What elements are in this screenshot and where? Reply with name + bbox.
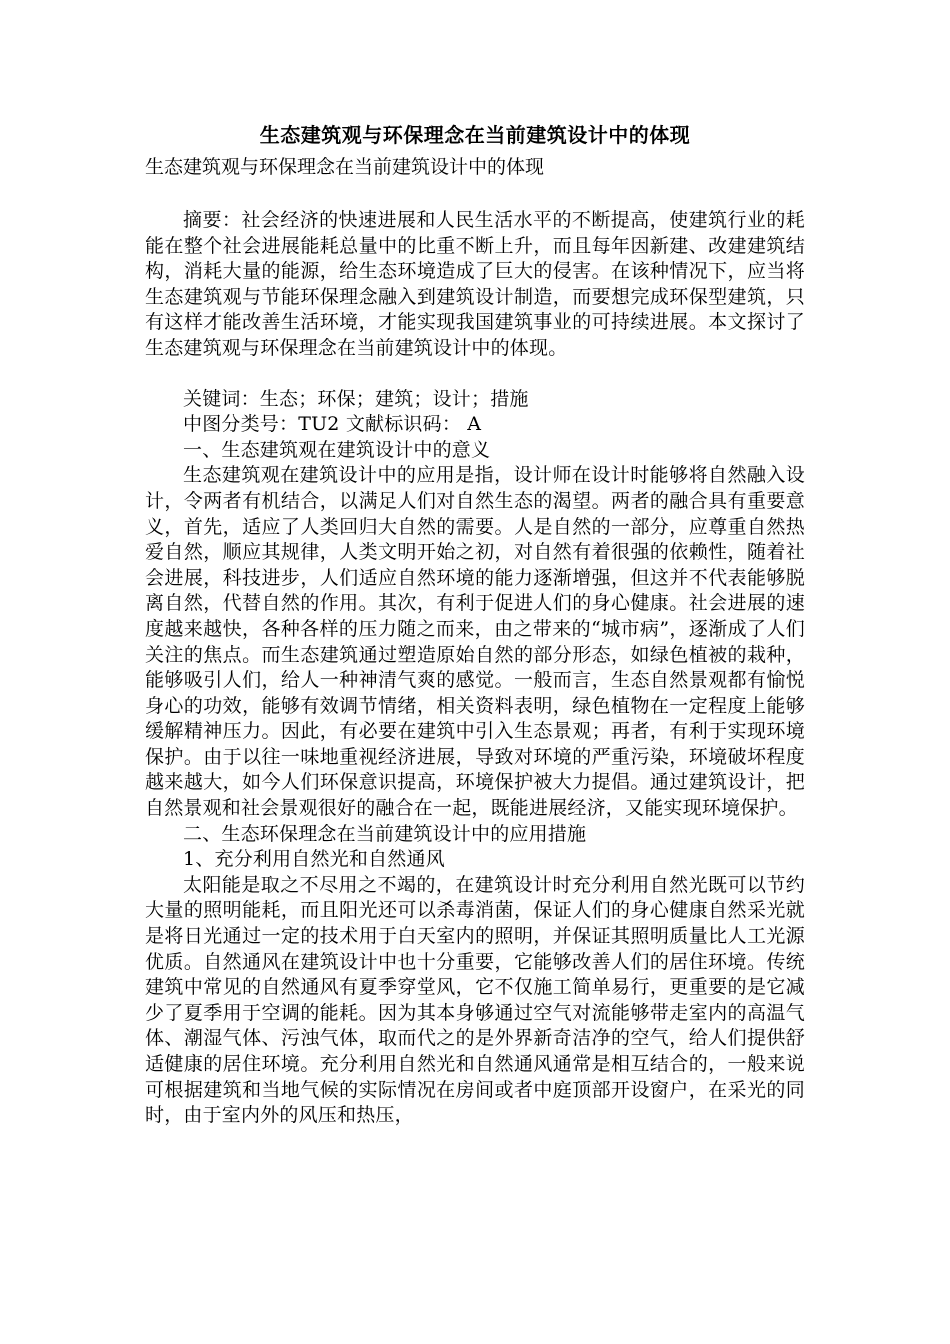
classification-line: 中图分类号：TU2 文献标识码： A xyxy=(183,413,482,436)
document-title: 生态建筑观与环保理念在当前建筑设计中的体现 xyxy=(259,123,691,147)
keywords-line: 关键词：生态；环保；建筑；设计；措施 xyxy=(183,387,529,410)
subsection-1-body: 太阳能是取之不尽用之不竭的，在建筑设计时充分利用自然光既可以节约大量的照明能耗，而且阳光还可以杀毒消菌，保证人们的身心健康自然采光就是将日光通过一定的技术用于白天室内的照明，并保证其照明质量比人工光源优质。自然通风在建筑设计中也十分重要，它能够改善人们的居住环境。传统建筑中常见的自然通风有夏季穿堂风，它不仅施工简单易行，更重要的是它减少了夏季用于空调的能耗。因为其本身够通过空气对流能够带走室内的高温气体、潮湿气体、污浊气体，取而代之的是外界新奇洁净的空气，给人们提供舒适健康的居住环境。充分利用自然光和自然通风通常是相互结合的，一般来说可根据建筑和当地气候的实际情况在房间或者中庭顶部开设窗户，在采光的同时，由于室内外的风压和热压， xyxy=(145,873,805,1127)
paragraph-gap xyxy=(145,362,805,387)
section-1-heading: 一、生态建筑观在建筑设计中的意义 xyxy=(183,438,491,461)
subsection-1-heading: 1、充分利用自然光和自然通风 xyxy=(183,848,445,871)
section-1-body: 生态建筑观在建筑设计中的应用是指，设计师在设计时能够将自然融入设计，令两者有机结合，以满足人们对自然生态的渴望。两者的融合具有重要意义，首先，适应了人类回归大自然的需要。人是自然的一部分，应尊重自然热爱自然，顺应其规律，人类文明开始之初，对自然有着很强的依赖性，随着社会进展，科技进步，人们适应自然环境的能力逐渐增强，但这并不代表能够脱离自然，代替自然的作用。其次，有利于促进人们的身心健康。社会进展的速度越来越快，各种各样的压力随之而来，由之带来的“城市病”，逐渐成了人们关注的焦点。而生态建筑通过塑造原始自然的部分形态，如绿色植被的栽种，能够吸引人们，给人一种神清气爽的感觉。一般而言，生态自然景观都有愉悦身心的功效，能够有效调节情绪，相关资料表明，绿色植物在一定程度上能够缓解精神压力。因此，有必要在建筑中引入生态景观；再者，有利于实现环境保护。由于以往一味地重视经济进展，导致对环境的严重污染，环境破坏程度越来越大，如今人们环保意识提高，环境保护被大力提倡。通过建筑设计，把自然景观和社会景观很好的融合在一起，既能进展经济，又能实现环境保护。 xyxy=(145,464,805,820)
document-subtitle: 生态建筑观与环保理念在当前建筑设计中的体现 xyxy=(145,156,545,178)
abstract-paragraph: 摘要：社会经济的快速进展和人民生活水平的不断提高，使建筑行业的耗能在整个社会进展能耗总量中的比重不断上升，而且每年因新建、改建建筑结构，消耗大量的能源，给生态环境造成了巨大的侵害。在该种情况下，应当将生态建筑观与节能环保理念融入到建筑设计制造，而要想完成环保型建筑，只有这样才能改善生活环境，才能实现我国建筑事业的可持续进展。本文探讨了生态建筑观与环保理念在当前建筑设计中的体现。 xyxy=(145,209,805,359)
document-page xyxy=(145,118,805,1129)
section-2-heading: 二、生态环保理念在当前建筑设计中的应用措施 xyxy=(183,822,587,845)
